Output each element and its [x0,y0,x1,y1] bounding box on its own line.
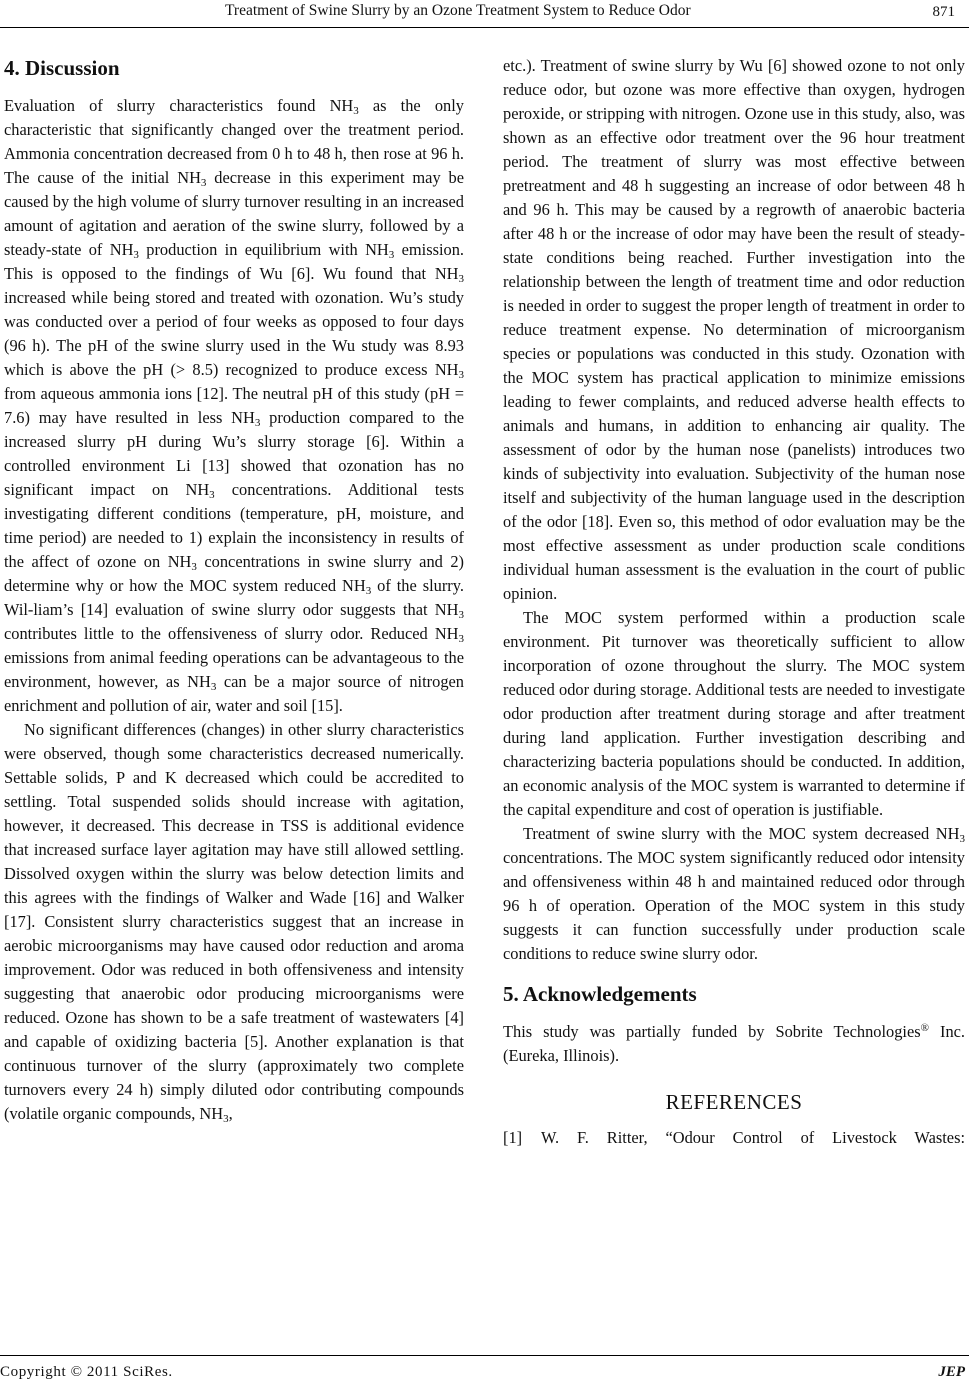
journal-abbreviation: JEP [938,1364,965,1380]
right-column [503,54,965,1150]
discussion-paragraph-2: No significant differences (changes) in other slurry characteristics were observed, though some characteristics decreased numerically. Settable solids, P and K decreased which could be accredited to settling. Total suspended solids should increase with agitation, however, it decreased. This decrease in TSS is additional evidence that increased surface layer agitation may have still allowed settling. Dissolved oxygen within the slurry was below detection limits and this agrees with the findings of Walker and Wade [16] and Walker [17]. Consistent slurry characteristics suggest that an increase in aerobic microorganisms may have caused odor reduction and aroma improvement. Odor was reduced in both offensiveness and intensity suggesting that anaerobic odor producing microorganisms were reduced. Ozone has shown to be a safe treatment of wastewaters [4] and capable of oxidizing bacteria [5]. Another explanation is that continuous turnover of the slurry (approximately two complete turnovers every 24 h) simply diluted odor contributing compounds (volatile organic compounds, $NH_3$, [4,720,464,1125]
discussion-heading: 4. Discussion [4,56,120,80]
reference-item [503,1126,965,1150]
footer-rule [0,1355,969,1356]
acknowledgements-heading: 5. Acknowledgements [503,982,697,1006]
acknowledgements-text: This study was partially funded by Sobrite Technologies® Inc. (Eureka, Illinois). [503,1022,966,1065]
copyright-notice: Copyright © 2011 SciRes. [0,1364,173,1380]
discussion-paragraph-1: Evaluation of slurry characteristics found $NH_3$ as the only characteristic that significantly changed over the treatment period. Ammonia concentration decreased from 0 h to 48 h, then rose at 96 h. The cause of the initial $NH_3$ decrease in this experiment may be caused by the high volume of slurry turnover resulting in an increased amount of agitation and aeration of the swine slurry, followed by a steady-state of $NH_3$ production in equilibrium with $NH_3$ emission. This is opposed to the findings of Wu [6]. Wu found that $NH_3$ increased while being stored and treated with ozonation. Wu’s study was conducted over a period of four weeks as opposed to four days (96 h). The pH of the swine slurry used in the Wu study was 8.93 which is above the pH (> 8.5) recognized to produce excess $NH_3$ from aqueous ammonia ions [12]. The neutral pH of this study (pH = 7.6) may have resulted in less $NH_3$ production compared to the increased slurry pH during Wu’s slurry storage [6]. Within a controlled environment Li [13] showed that ozonation has no significant impact on $NH_3$ concentrations. Additional tests investigating different conditions (temperature, pH, moisture, and time period) are needed to 1) explain the inconsistency in results of the affect of ozone on $NH_3$ concentrations in swine slurry and 2) determine why or how the MOC system reduced $NH_3$ of the slurry. Wil-liam’s [14] evaluation of swine slurry odor suggests that $NH_3$ contributes little to the offensiveness of slurry odor. Reduced $NH_3$ emissions from animal feeding operations can be advantageous to the environment, however, as $NH_3$ can be a major source of nitrogen enrichment and pollution of air, water and soil [15]. [4,96,465,715]
reference-number: [1] [503,1128,523,1147]
page-number: 871 [932,4,955,20]
references-heading: REFERENCES [665,1090,803,1114]
page-footer [0,1364,969,1384]
discussion-paragraph-2-continued: etc.). Treatment of swine slurry by Wu [6] showed ozone to not only reduce odor, but ozone was more effective than oxygen, hydrogen peroxide, or stripping with nitrogen. Ozone use in this study, also, was shown as an effective odor treatment over the 96 hour treatment period. The treatment of slurry was most effective between pretreatment and 48 h suggesting an increase of odor between 48 h and 96 h. This may be caused by a regrowth of anaerobic bacteria after 48 h or the increase of odor may have been the result of steady-state conditions being reached. Further investigation into the relationship between the length of treatment time and odor reduction is needed in order to suggest the proper length of treatment in order to reduce treatment expense. No determination of microorganism species or populations was conducted in this study. Ozonation with the MOC system has practical application to minimize emissions leading to fewer complaints, and reduced adverse health effects to animals and humans, in addition to enhancing air quality. The assessment of odor by the human nose (panelists) introduces two kinds of subjectivity into evaluation. Subjectivity of the human nose itself and subjectivity of the human language used in the description of the odor [18]. Even so, this method of odor evaluation may be the most effective assessment as under production scale conditions individual human assessment is the evaluation in the court of public opinion. [503,56,965,603]
discussion-paragraph-3: The MOC system performed within a production scale environment. Pit turnover was theoretically sufficient to allow incorporation of ozone throughout the slurry. The MOC system reduced odor during storage. Additional tests are needed to investigate odor production after treatment during storage and after treatment during land application. Further investigation describing and characterizing bacteria populations should be conducted. In addition, an economic analysis of the MOC system is warranted to determine if the capital expenditure and cost of operation is justifiable. [503,608,965,819]
left-column [4,54,464,1126]
running-title: Treatment of Swine Slurry by an Ozone Treatment System to Reduce Odor [225,2,691,19]
page-header [0,2,969,24]
discussion-paragraph-4: Treatment of swine slurry with the MOC system decreased $NH_3$ concentrations. The MOC system significantly reduced odor intensity and offensiveness within 48 h and maintained reduced odor through 96 h of operation. Operation of the MOC system in this study suggests it can function successfully under production scale conditions to reduce swine slurry odor. [503,824,965,963]
header-rule [0,27,969,28]
reference-text: W. F. Ritter, “Odour Control of Livestock Wastes: [541,1128,965,1147]
